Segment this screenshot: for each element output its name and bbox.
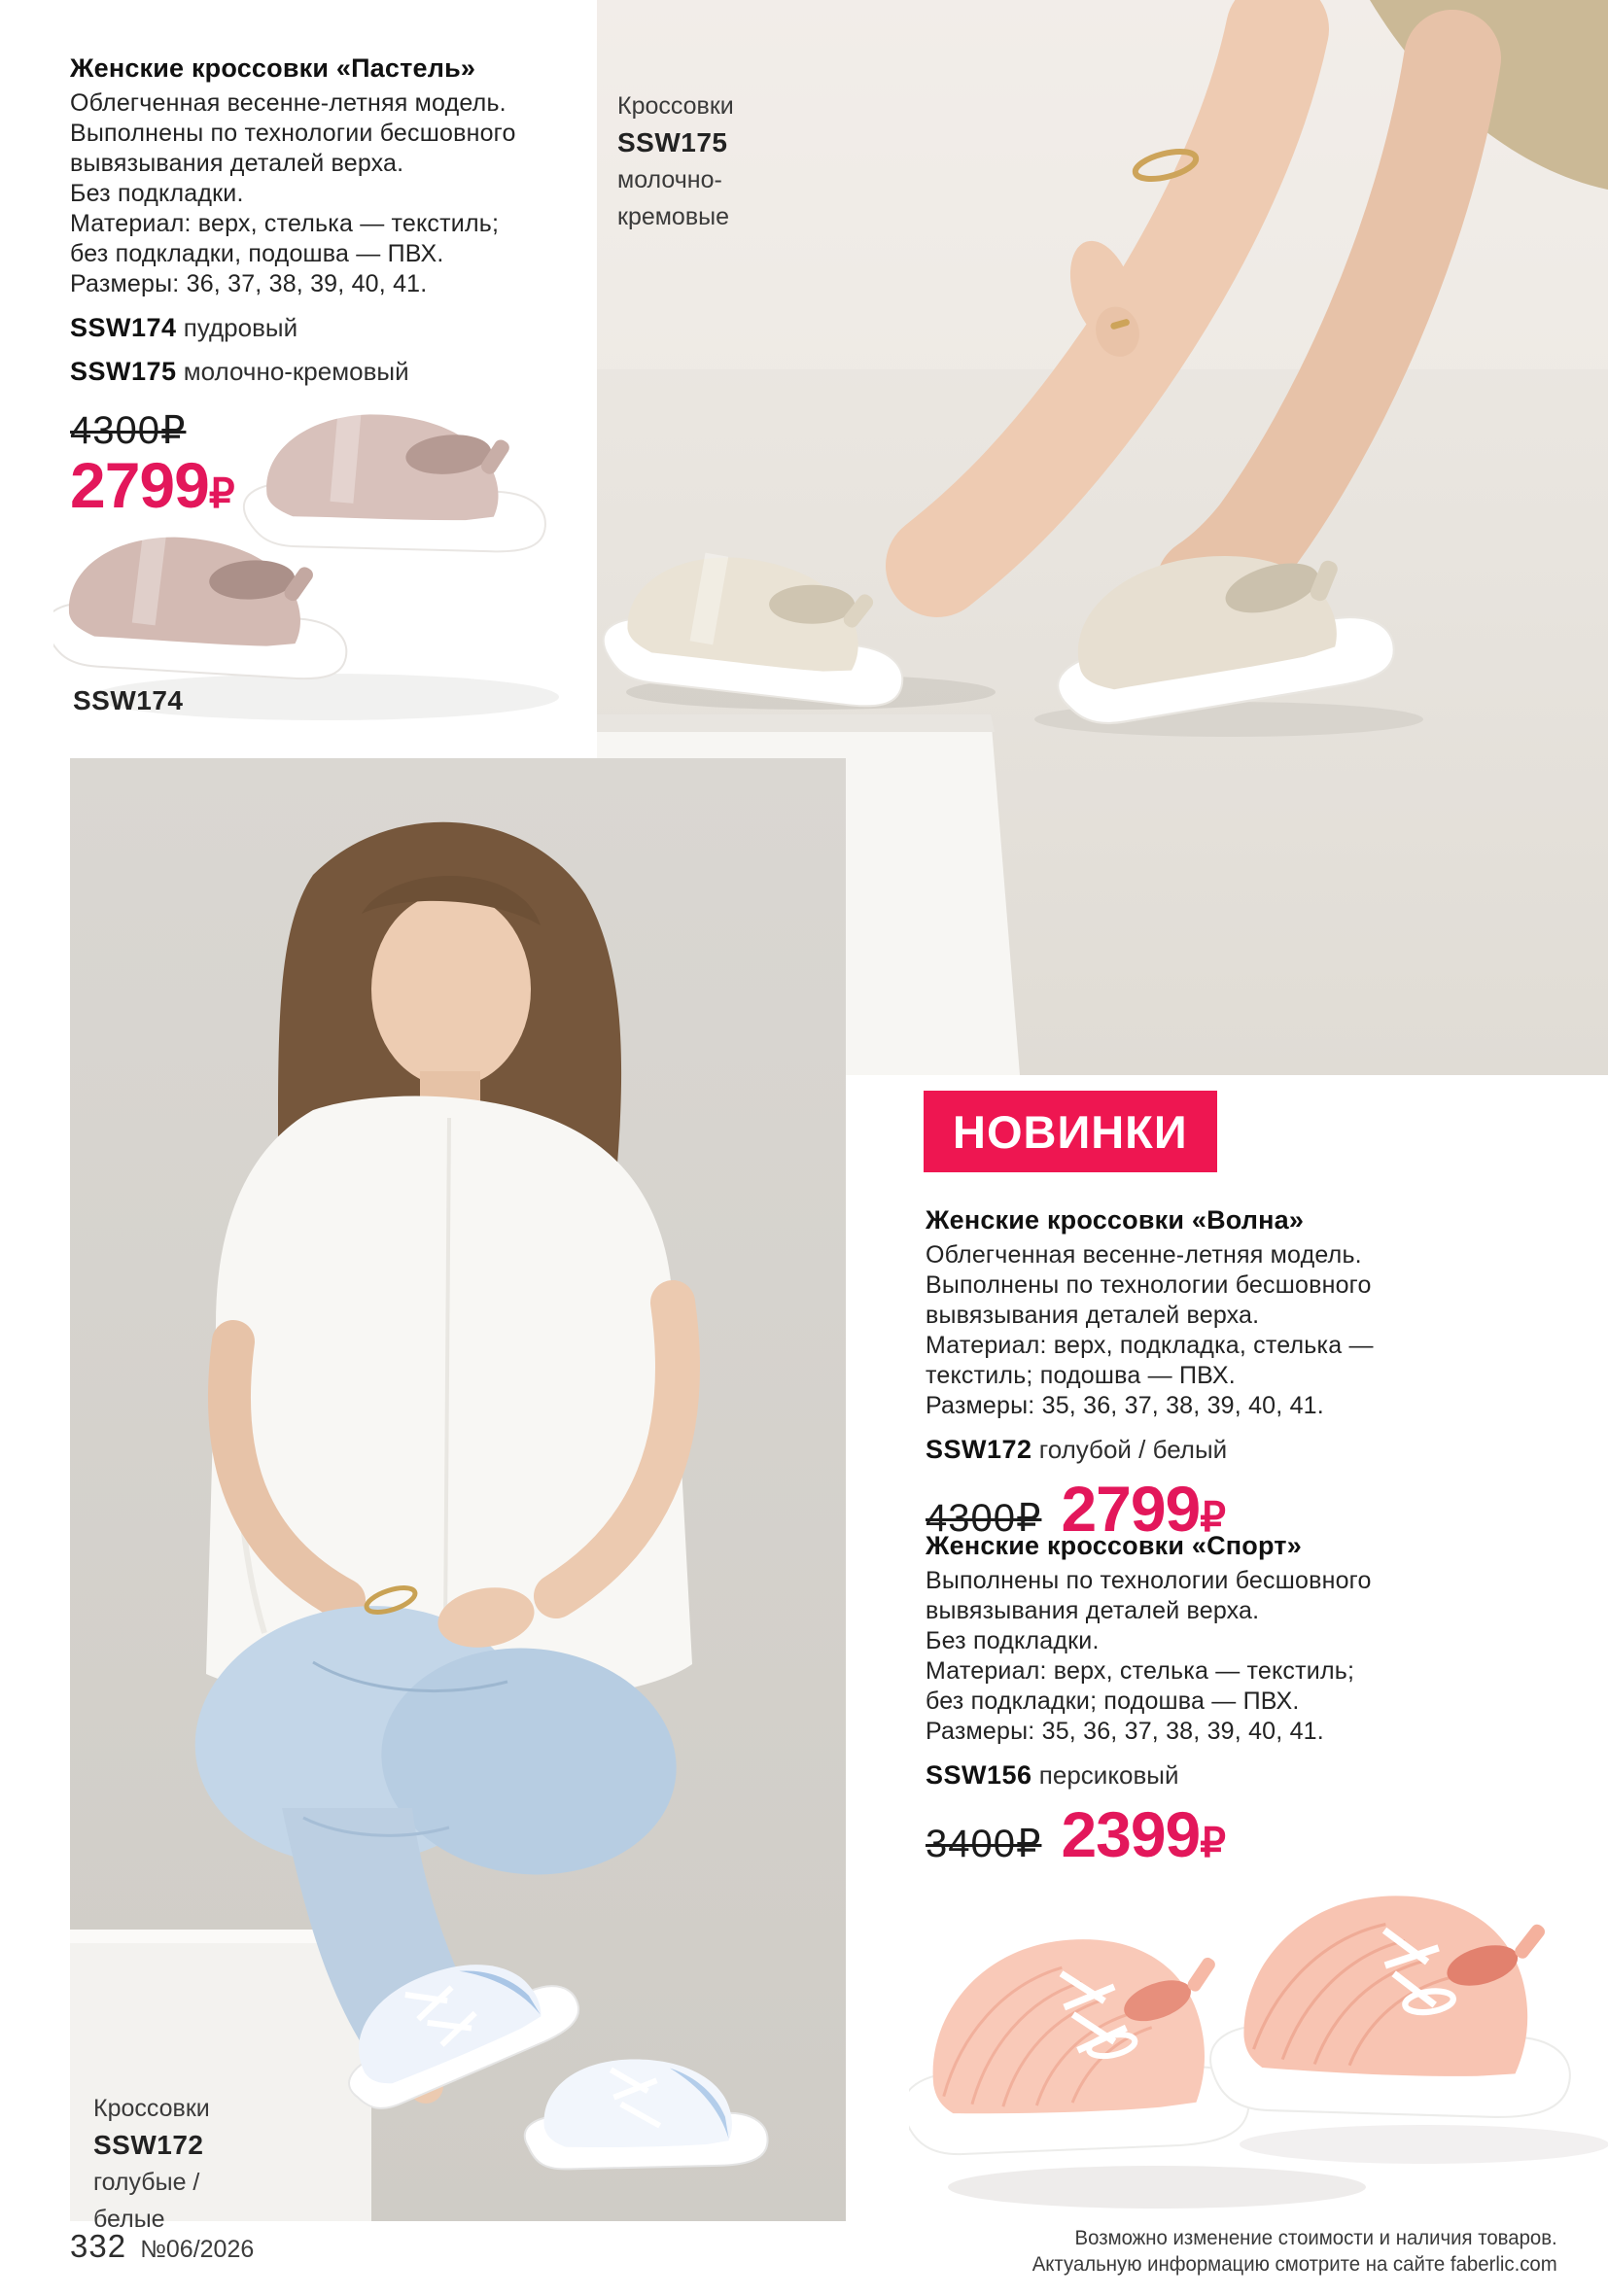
new-items-banner-label: НОВИНКИ [953,1105,1188,1158]
photo-label-ssw174-code: SSW174 [73,685,184,715]
product-desc-line: вывязывания деталей верха. [926,1302,1260,1329]
photo-label-ssw175-color1: молочно- [617,166,722,193]
product-title-volna: Женские кроссовки «Волна» [926,1205,1305,1235]
sku-color: персиковый [1038,1760,1179,1790]
disclaimer-line1: Возможно изменение стоимости и наличия товаров. [1074,2227,1557,2249]
photo-woman-sitting [70,758,846,2221]
ruble-sign: ₽ [208,470,235,516]
sku-code: SSW172 [926,1435,1032,1464]
ruble-sign: ₽ [1200,1820,1226,1865]
sku-color: пудровый [183,313,298,342]
product-block-volna [926,1205,1470,1545]
photo-label-ssw172-product: Кроссовки [93,2095,210,2122]
product-desc-line: Облегченная весенне-летняя модель. [926,1241,1362,1269]
product-desc-line: Выполнены по технологии бесшовного [926,1567,1372,1594]
product-desc-line: Материал: верх, подкладка, стелька — [926,1332,1374,1359]
price-new-value: 2399 [1061,1798,1201,1870]
product-title-sport: Женские кроссовки «Спорт» [926,1531,1302,1560]
sku-line [926,1435,1470,1465]
photo-label-ssw175 [617,87,734,235]
product-desc-line: без подкладки, подошва — ПВХ. [70,240,444,267]
product-desc-line: Без подкладки. [70,180,244,207]
photo-label-ssw172-color1: голубые / [93,2169,200,2196]
photo-label-ssw172-color2: белые [93,2206,165,2233]
photo-label-ssw175-code: SSW175 [617,127,728,157]
price-old: 3400₽ [926,1823,1042,1865]
photo-label-ssw175-product: Кроссовки [617,92,734,120]
sku-color: голубой / белый [1038,1435,1228,1464]
product-desc-line: без подкладки; подошва — ПВХ. [926,1687,1300,1715]
price-new-value: 2799 [70,449,209,521]
photo-label-ssw174 [73,682,184,720]
product-desc-line: Материал: верх, стелька — текстиль; [926,1657,1355,1685]
sku-code: SSW156 [926,1760,1032,1790]
new-items-banner [924,1091,1217,1172]
product-desc-line: вывязывания деталей верха. [70,150,404,177]
price-new [70,449,614,521]
product-desc-line: Без подкладки. [926,1627,1100,1654]
sku-line [70,357,614,387]
sku-code: SSW174 [70,313,177,342]
photo-label-ssw172 [93,2090,210,2238]
product-desc-line: Размеры: 35, 36, 37, 38, 39, 40, 41. [926,1392,1324,1419]
price-old: 4300₽ [70,409,187,452]
disclaimer-line2: Актуальную информацию смотрите на сайте faberlic.com [1031,2253,1557,2276]
product-desc-line: Размеры: 35, 36, 37, 38, 39, 40, 41. [926,1718,1324,1745]
sku-code: SSW175 [70,357,177,386]
product-title-pastel: Женские кроссовки «Пастель» [70,53,476,83]
product-desc-line: вывязывания деталей верха. [926,1597,1260,1624]
product-desc-line: Выполнены по технологии бесшовного [70,120,516,147]
product-desc-line: Выполнены по технологии бесшовного [926,1271,1372,1299]
product-block-pastel [70,53,614,521]
price-new-value: 2799 [1061,1473,1201,1545]
disclaimer [1032,2225,1557,2278]
photo-label-ssw172-code: SSW172 [93,2130,204,2160]
sku-line [926,1760,1470,1791]
product-desc-line: Облегченная весенне-летняя модель. [70,89,507,117]
product-desc-line: текстиль; подошва — ПВХ. [926,1362,1236,1389]
product-desc-line: Материал: верх, стелька — текстиль; [70,210,500,237]
ruble-sign: ₽ [1200,1494,1226,1540]
photo-label-ssw175-color2: кремовые [617,203,729,230]
page-number: 332 [70,2228,127,2264]
sku-color: молочно-кремовый [183,357,409,386]
sku-line [70,313,614,343]
photo-peach-sneakers [909,1816,1608,2226]
product-desc-line: Размеры: 36, 37, 38, 39, 40, 41. [70,270,428,297]
price-old: 4300₽ [926,1497,1042,1540]
issue-number: №06/2026 [140,2236,255,2263]
